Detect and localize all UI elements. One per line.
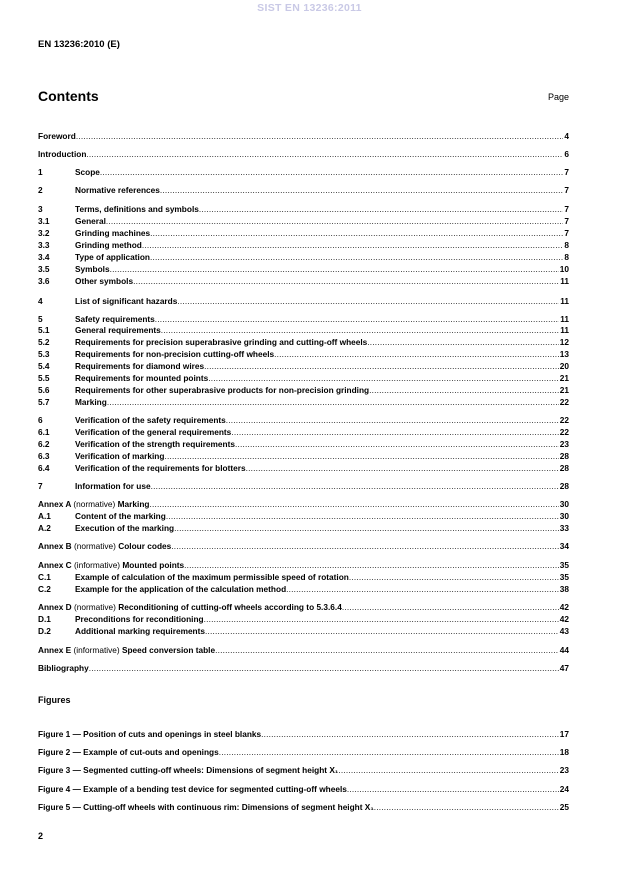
dot-leader <box>155 314 559 325</box>
toc-entry-number: C.1 <box>38 572 51 582</box>
toc-entry-number: A.2 <box>38 523 51 533</box>
dot-leader <box>142 240 564 251</box>
toc-entry-title: Foreword <box>38 131 76 141</box>
dot-leader <box>208 373 559 384</box>
figures-heading: Figures <box>38 695 71 705</box>
toc-entry-title: Figure 3 — Segmented cutting-off wheels: Dimensions of segment height X₁ <box>38 765 339 775</box>
toc-entry-title: Symbols <box>75 264 110 274</box>
annex-qualifier: (informative) <box>73 560 121 570</box>
dot-leader <box>171 541 559 552</box>
toc-entry-page: 7 <box>564 204 569 214</box>
toc-entry-number: 3.1 <box>38 216 50 226</box>
toc-entry-title: Scope <box>75 167 100 177</box>
toc-entry-title: Annex C (informative) Mounted points <box>38 560 185 570</box>
toc-entry-title: Safety requirements <box>75 314 155 324</box>
toc-entry-page: 38 <box>559 584 569 594</box>
toc-entry-page: 23 <box>559 765 569 775</box>
toc-entry-number: 4 <box>38 296 43 306</box>
toc-entry-number: 3.2 <box>38 228 50 238</box>
toc-entry-page: 13 <box>559 349 569 359</box>
toc-entry-title: Additional marking requirements <box>75 626 206 636</box>
toc-entry-page: 12 <box>559 337 569 347</box>
toc-entry-title: Figure 1 — Position of cuts and openings in steel blanks <box>38 729 262 739</box>
toc-entry[interactable] <box>38 439 569 450</box>
toc-entry[interactable] <box>38 167 569 178</box>
toc-entry-title: Requirements for mounted points <box>75 373 209 383</box>
toc-entry-page: 28 <box>559 481 569 491</box>
toc-entry-number: D.1 <box>38 614 51 624</box>
toc-entry-page: 22 <box>559 427 569 437</box>
toc-entry[interactable] <box>38 511 569 522</box>
dot-leader <box>86 149 563 160</box>
toc-entry-number: 5 <box>38 314 43 324</box>
toc-entry-page: 7 <box>564 167 569 177</box>
dot-leader <box>231 427 558 438</box>
dot-leader <box>174 523 559 534</box>
toc-entry-title: Type of application <box>75 252 150 262</box>
toc-entry-title: Requirements for diamond wires <box>75 361 205 371</box>
toc-entry-title: Verification of marking <box>75 451 165 461</box>
dot-leader <box>166 511 559 522</box>
annex-qualifier: (normative) <box>73 499 116 509</box>
toc-entry[interactable] <box>38 264 569 275</box>
toc-entry-title: General <box>75 216 106 226</box>
toc-entry-page: 35 <box>559 572 569 582</box>
toc-entry-title: List of significant hazards <box>75 296 178 306</box>
dot-leader <box>204 361 559 372</box>
toc-entry-page: 11 <box>560 296 569 306</box>
toc-entry[interactable] <box>38 385 569 396</box>
toc-entry[interactable] <box>38 626 569 637</box>
toc-entry-title: Annex A (normative) Marking <box>38 499 150 509</box>
toc-entry-number: 3.4 <box>38 252 50 262</box>
dot-leader <box>226 415 559 426</box>
dot-leader <box>246 463 559 474</box>
toc-entry-title: Figure 2 — Example of cut-outs and openings <box>38 747 219 757</box>
dot-leader <box>133 276 559 287</box>
dot-leader <box>338 765 558 776</box>
toc-entry-number: 6.1 <box>38 427 50 437</box>
toc-entry-page: 44 <box>559 645 569 655</box>
toc-entry-page: 21 <box>559 373 569 383</box>
toc-entry-page: 17 <box>559 729 569 739</box>
toc-entry-number: 5.3 <box>38 349 50 359</box>
dot-leader <box>110 264 559 275</box>
toc-entry-page: 11 <box>560 276 569 286</box>
toc-entry[interactable] <box>38 240 569 251</box>
toc-entry[interactable] <box>38 584 569 595</box>
toc-entry-number: 1 <box>38 167 43 177</box>
toc-entry-title: Annex E (informative) Speed conversion table <box>38 645 216 655</box>
toc-entry[interactable] <box>38 131 569 142</box>
toc-entry-page: 8 <box>564 240 569 250</box>
dot-leader <box>374 802 559 813</box>
toc-entry-number: 6.2 <box>38 439 50 449</box>
dot-leader <box>367 337 558 348</box>
dot-leader <box>274 349 559 360</box>
toc-entry[interactable] <box>38 451 569 462</box>
toc-entry-page: 23 <box>559 439 569 449</box>
toc-entry-page: 43 <box>559 626 569 636</box>
toc-entry-title: Example of calculation of the maximum permissible speed of rotation <box>75 572 349 582</box>
dot-leader <box>177 296 559 307</box>
toc-entry[interactable] <box>38 802 569 813</box>
toc-entry[interactable] <box>38 729 569 740</box>
toc-entry-page: 47 <box>559 663 569 673</box>
toc-entry[interactable] <box>38 325 569 336</box>
toc-entry-number: 6.3 <box>38 451 50 461</box>
dot-leader <box>106 216 563 227</box>
toc-entry[interactable] <box>38 252 569 263</box>
dot-leader <box>261 729 559 740</box>
toc-entry-title: Verification of the safety requirements <box>75 415 226 425</box>
toc-entry-page: 28 <box>559 463 569 473</box>
dot-leader <box>149 499 558 510</box>
toc-entry-title: Verification of the general requirements <box>75 427 232 437</box>
dot-leader <box>219 747 559 758</box>
toc-entry-title: Annex D (normative) Reconditioning of cutting-off wheels according to 5.3.6.4 <box>38 602 342 612</box>
contents-title: Contents <box>38 88 99 104</box>
toc-entry-title: Content of the marking <box>75 511 166 521</box>
toc-entry-page: 28 <box>559 451 569 461</box>
toc-entry[interactable] <box>38 216 569 227</box>
dot-leader <box>199 204 564 215</box>
dot-leader <box>164 451 558 462</box>
toc-entry[interactable] <box>38 614 569 625</box>
toc-entry-page: 6 <box>564 149 569 159</box>
toc-entry-number: 6 <box>38 415 43 425</box>
toc-entry-page: 7 <box>564 216 569 226</box>
toc-entry-page: 33 <box>559 523 569 533</box>
dot-leader <box>205 626 559 637</box>
toc-entry[interactable] <box>38 276 569 287</box>
toc-entry-number: 3.6 <box>38 276 50 286</box>
toc-entry[interactable] <box>38 602 569 613</box>
toc-entry-page: 4 <box>564 131 569 141</box>
toc-entry-number: D.2 <box>38 626 51 636</box>
dot-leader <box>89 663 559 674</box>
toc-entry[interactable] <box>38 314 569 325</box>
dot-leader <box>215 645 559 656</box>
dot-leader <box>235 439 559 450</box>
toc-entry-title: Example for the application of the calculation method <box>75 584 287 594</box>
toc-entry-page: 42 <box>559 602 569 612</box>
toc-entry-page: 7 <box>564 228 569 238</box>
watermark: SIST EN 13236:2011 <box>257 2 362 14</box>
toc-entry-number: 5.1 <box>38 325 50 335</box>
dot-leader <box>150 228 563 239</box>
toc-entry[interactable] <box>38 747 569 758</box>
toc-entry[interactable] <box>38 296 569 307</box>
annex-qualifier: (normative) <box>73 602 116 612</box>
toc-entry[interactable] <box>38 373 569 384</box>
annex-qualifier: (normative) <box>73 541 116 551</box>
toc-entry[interactable] <box>38 784 569 795</box>
toc-entry-title: Figure 5 — Cutting-off wheels with continuous rim: Dimensions of segment height X₁ <box>38 802 374 812</box>
toc-entry[interactable] <box>38 415 569 426</box>
dot-leader <box>349 572 559 583</box>
toc-entry-number: 3 <box>38 204 43 214</box>
toc-entry-page: 10 <box>559 264 569 274</box>
dot-leader <box>150 252 563 263</box>
dot-leader <box>286 584 559 595</box>
toc-entry-page: 11 <box>560 325 569 335</box>
toc-entry[interactable] <box>38 337 569 348</box>
toc-entry[interactable] <box>38 204 569 215</box>
toc-entry-page: 22 <box>559 415 569 425</box>
toc-entry-number: 5.5 <box>38 373 50 383</box>
toc-entry-number: 5.2 <box>38 337 50 347</box>
toc-entry[interactable] <box>38 361 569 372</box>
toc-entry[interactable] <box>38 560 569 571</box>
dot-leader <box>76 131 564 142</box>
toc-entry[interactable] <box>38 228 569 239</box>
toc-entry-page: 7 <box>564 185 569 195</box>
toc-entry-page: 34 <box>559 541 569 551</box>
toc-entry[interactable] <box>38 149 569 160</box>
dot-leader <box>161 325 559 336</box>
toc-entry-page: 30 <box>559 499 569 509</box>
toc-entry-title: Marking <box>75 397 107 407</box>
toc-entry[interactable] <box>38 427 569 438</box>
toc-entry[interactable] <box>38 541 569 552</box>
toc-entry-page: 20 <box>559 361 569 371</box>
toc-entry[interactable] <box>38 572 569 583</box>
toc-entry-page: 21 <box>559 385 569 395</box>
toc-entry[interactable] <box>38 463 569 474</box>
toc-entry-page: 42 <box>559 614 569 624</box>
document-id: EN 13236:2010 (E) <box>38 39 120 50</box>
toc-entry-page: 22 <box>559 397 569 407</box>
toc-entry-title: Requirements for other superabrasive products for non-precision grinding <box>75 385 370 395</box>
toc-entry-number: 5.6 <box>38 385 50 395</box>
page-number: 2 <box>38 831 44 841</box>
toc-entry-title: Normative references <box>75 185 160 195</box>
toc-entry-number: 5.7 <box>38 397 50 407</box>
dot-leader <box>184 560 559 571</box>
toc-entry-page: 24 <box>559 784 569 794</box>
dot-leader <box>204 614 559 625</box>
toc-entry-number: A.1 <box>38 511 51 521</box>
dot-leader <box>347 784 559 795</box>
toc-entry-title: Introduction <box>38 149 87 159</box>
toc-entry-number: 6.4 <box>38 463 50 473</box>
toc-entry-page: 30 <box>559 511 569 521</box>
dot-leader <box>100 167 563 178</box>
toc-entry-title: Execution of the marking <box>75 523 175 533</box>
toc-entry[interactable] <box>38 349 569 360</box>
toc-entry-page: 11 <box>560 314 569 324</box>
toc-entry-page: 18 <box>559 747 569 757</box>
toc-entry-number: C.2 <box>38 584 51 594</box>
toc-entry-page: 8 <box>564 252 569 262</box>
toc-entry-title: General requirements <box>75 325 161 335</box>
toc-entry[interactable] <box>38 523 569 534</box>
dot-leader <box>151 481 559 492</box>
toc-entry-title: Verification of the strength requirements <box>75 439 235 449</box>
dot-leader <box>160 185 564 196</box>
toc-entry-title: Verification of the requirements for blotters <box>75 463 246 473</box>
toc-entry-number: 3.3 <box>38 240 50 250</box>
toc-entry-title: Terms, definitions and symbols <box>75 204 199 214</box>
toc-entry-title: Requirements for precision superabrasive grinding and cutting-off wheels <box>75 337 368 347</box>
toc-entry-title: Preconditions for reconditioning <box>75 614 204 624</box>
toc-entry-number: 2 <box>38 185 43 195</box>
toc-entry-title: Annex B (normative) Colour codes <box>38 541 172 551</box>
toc-entry[interactable] <box>38 765 569 776</box>
toc-entry-title: Information for use <box>75 481 151 491</box>
toc-entry[interactable] <box>38 185 569 196</box>
toc-entry-page: 25 <box>559 802 569 812</box>
toc-entry-title: Other symbols <box>75 276 134 286</box>
toc-entry[interactable] <box>38 481 569 492</box>
annex-qualifier: (informative) <box>73 645 120 655</box>
toc-entry-title: Grinding machines <box>75 228 151 238</box>
toc-entry-page: 35 <box>559 560 569 570</box>
toc-entry-title: Figure 4 — Example of a bending test device for segmented cutting-off wheels <box>38 784 347 794</box>
dot-leader <box>342 602 559 613</box>
dot-leader <box>107 397 559 408</box>
toc-entry[interactable] <box>38 397 569 408</box>
toc-entry-title: Bibliography <box>38 663 89 673</box>
toc-entry[interactable] <box>38 499 569 510</box>
toc-entry-title: Grinding method <box>75 240 142 250</box>
toc-entry[interactable] <box>38 645 569 656</box>
toc-entry-number: 3.5 <box>38 264 50 274</box>
toc-entry-number: 7 <box>38 481 43 491</box>
toc-entry-number: 5.4 <box>38 361 50 371</box>
toc-entry-title: Requirements for non-precision cutting-off wheels <box>75 349 275 359</box>
dot-leader <box>369 385 559 396</box>
toc-entry[interactable] <box>38 663 569 674</box>
page-column-label: Page <box>547 92 569 102</box>
